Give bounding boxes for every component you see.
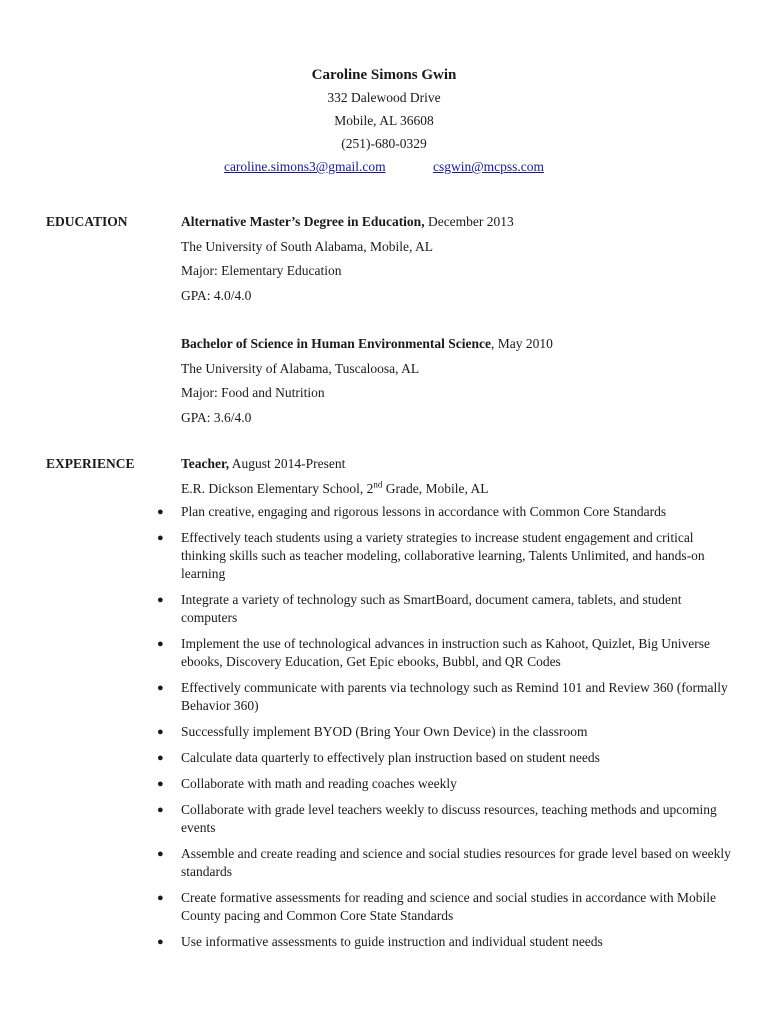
bullet-icon: ● bbox=[157, 804, 164, 816]
bullet-icon: ● bbox=[157, 594, 164, 606]
list-item bbox=[157, 889, 741, 925]
list-item bbox=[157, 933, 741, 951]
grade-suffix: nd bbox=[373, 479, 383, 489]
list-item-text: Successfully implement BYOD (Bring Your Own Device) in the classroom bbox=[181, 724, 588, 739]
candidate-name: Caroline Simons Gwin bbox=[311, 67, 457, 83]
job-title-line bbox=[181, 452, 741, 477]
list-item-text: Integrate a variety of technology such as SmartBoard, document camera, tablets, and student computers bbox=[181, 592, 682, 625]
degree-date: , May 2010 bbox=[491, 336, 553, 351]
bullet-icon: ● bbox=[157, 778, 164, 790]
education-degree-1 bbox=[181, 210, 741, 235]
list-item bbox=[157, 529, 741, 583]
degree-title: Bachelor of Science in Human Environmental Science bbox=[181, 336, 491, 351]
degree-title: Alternative Master’s Degree in Education, bbox=[181, 214, 425, 229]
address-line-1: 332 Dalewood Drive bbox=[327, 90, 441, 105]
bullet-icon: ● bbox=[157, 638, 164, 650]
experience-body bbox=[157, 452, 741, 959]
education-degree-2 bbox=[181, 332, 741, 357]
employer-line bbox=[181, 477, 741, 502]
education-gpa-2: GPA: 3.6/4.0 bbox=[181, 409, 252, 425]
job-title: Teacher, bbox=[181, 456, 230, 471]
email-row bbox=[0, 155, 768, 178]
employer-name: E.R. Dickson Elementary School, 2 bbox=[181, 480, 374, 496]
education-school-2: The University of Alabama, Tuscaloosa, AL bbox=[181, 360, 420, 376]
list-item bbox=[157, 749, 741, 767]
list-item bbox=[157, 591, 741, 627]
list-item bbox=[157, 801, 741, 837]
list-item-text: Effectively communicate with parents via technology such as Remind 101 and Review 360 (formally Behavior 360) bbox=[181, 680, 728, 713]
education-major-1: Major: Elementary Education bbox=[181, 263, 342, 278]
employer-location: Grade, Mobile, AL bbox=[382, 480, 489, 496]
list-item-text: Effectively teach students using a variety strategies to increase student engagement and critical thinking skills such as teacher modeling, collaborative learning, Talents Unlimited, and hands-on learning bbox=[181, 530, 705, 581]
list-item-text: Calculate data quarterly to effectively plan instruction based on student needs bbox=[181, 750, 600, 765]
education-major-2: Major: Food and Nutrition bbox=[181, 385, 325, 400]
address-line-2: Mobile, AL 36608 bbox=[334, 113, 434, 128]
education-body bbox=[181, 210, 741, 430]
list-item-text: Plan creative, engaging and rigorous lessons in accordance with Common Core Standards bbox=[181, 504, 667, 519]
bullet-icon: ● bbox=[157, 892, 164, 904]
experience-heading: EXPERIENCE bbox=[46, 456, 135, 471]
degree-date: December 2013 bbox=[424, 214, 514, 229]
list-item-text: Use informative assessments to guide instruction and individual student needs bbox=[181, 934, 603, 949]
bullet-icon: ● bbox=[157, 726, 164, 738]
bullet-icon: ● bbox=[157, 682, 164, 694]
list-item-text: Collaborate with grade level teachers weekly to discuss resources, teaching methods and upcoming events bbox=[181, 802, 717, 835]
list-item-text: Assemble and create reading and science and social studies resources for grade level based on weekly standards bbox=[181, 846, 731, 879]
email-link-work[interactable]: csgwin@mcpss.com bbox=[432, 159, 545, 174]
list-item bbox=[157, 679, 741, 715]
job-dates: August 2014-Present bbox=[229, 456, 346, 471]
responsibility-list bbox=[157, 503, 741, 951]
bullet-icon: ● bbox=[157, 936, 164, 948]
email-link-personal[interactable]: caroline.simons3@gmail.com bbox=[223, 159, 386, 174]
bullet-icon: ● bbox=[157, 532, 164, 544]
bullet-icon: ● bbox=[157, 848, 164, 860]
education-gpa-1: GPA: 4.0/4.0 bbox=[181, 287, 252, 303]
list-item bbox=[157, 503, 741, 521]
bullet-icon: ● bbox=[157, 752, 164, 764]
list-item-text: Create formative assessments for reading and science and social studies in accordance with Mobile County pacing and Common Core State Standards bbox=[181, 890, 716, 923]
phone-number: (251)-680-0329 bbox=[341, 136, 427, 151]
education-heading: EDUCATION bbox=[46, 214, 128, 229]
list-item bbox=[157, 845, 741, 881]
list-item-text: Collaborate with math and reading coaches weekly bbox=[181, 776, 457, 791]
spacer bbox=[181, 308, 741, 332]
list-item bbox=[157, 723, 741, 741]
education-school-1: The University of South Alabama, Mobile, AL bbox=[181, 238, 433, 254]
list-item-text: Implement the use of technological advances in instruction such as Kahoot, Quizlet, Big Universe ebooks, Discovery Education, Get Epic ebooks, Bubbl, and QR Codes bbox=[181, 636, 710, 669]
bullet-icon: ● bbox=[157, 506, 164, 518]
resume-header bbox=[0, 64, 768, 178]
list-item bbox=[157, 775, 741, 793]
list-item bbox=[157, 635, 741, 671]
